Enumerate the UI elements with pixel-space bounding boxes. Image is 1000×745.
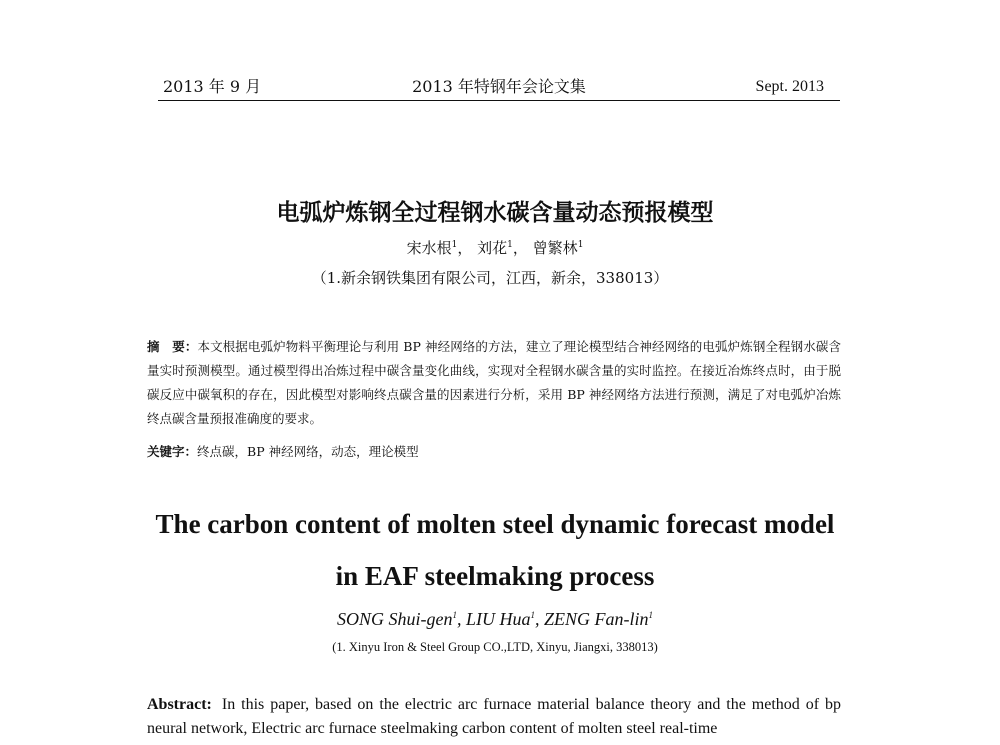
english-authors — [0, 609, 990, 630]
english-abstract-text: In this paper, based on the electric arc furnace material balance theory and the method of bp neural network, Electric arc furnace steelmaking carbon content of molten steel real-time — [147, 696, 841, 737]
author-name: 宋水根 — [406, 239, 452, 257]
running-header — [158, 76, 840, 101]
author-affil-mark: 1 — [452, 610, 457, 620]
english-title-line-1: The carbon content of molten steel dynamic forecast model — [155, 509, 835, 539]
author-affil-mark: 1 — [507, 240, 513, 250]
author-affil-mark: 1 — [530, 610, 535, 620]
author-name: LIU Hua — [465, 609, 531, 629]
author-separator: , — [456, 609, 466, 629]
author-separator: , — [535, 609, 544, 629]
chinese-abstract — [147, 335, 841, 431]
author-affil-mark: 1 — [451, 240, 458, 250]
header-proceedings-title: 2013 年特钢年会论文集 — [412, 77, 586, 96]
chinese-keywords-text: 终点碳，BP 神经网络，动态，理论模型 — [197, 444, 419, 459]
header-date-en: Sept. 2013 — [755, 78, 824, 95]
english-affiliation: (1. Xinyu Iron & Steel Group CO.,LTD, Xinyu, Jiangxi, 338013) — [332, 640, 658, 654]
author-separator: ， — [512, 239, 528, 257]
author-separator: ， — [457, 239, 473, 257]
chinese-keywords-label: 关键字： — [147, 444, 198, 459]
author-name: ZENG Fan-lin — [544, 609, 649, 629]
chinese-keywords — [147, 440, 841, 464]
chinese-abstract-text: 本文根据电弧炉物料平衡理论与利用 BP 神经网络的方法，建立了理论模型结合神经网络的电弧炉炼钢全程钢水碳含量实时预测模型。通过模型得出冶炼过程中碳含量变化曲线，实现对全程钢水碳含量的实时监控。在接近冶炼终点时，由于脱碳反应中碳氧积的存在，因此模型对影响终点碳含量的因素进行分析，采用 BP 神经网络方法进行预测，满足了对电弧炉冶炼终点碳含量预报准确度的要求。 — [147, 339, 841, 426]
chinese-authors — [0, 237, 990, 258]
english-abstract-label: Abstract: — [147, 696, 212, 713]
english-title-line-2: in EAF steelmaking process — [335, 561, 655, 591]
chinese-affiliation: （1.新余钢铁集团有限公司，江西，新余，338013） — [311, 269, 669, 287]
author-name: SONG Shui-gen — [336, 609, 453, 629]
author-name: 曾繁林 — [532, 239, 578, 257]
chinese-title: 电弧炉炼钢全过程钢水碳含量动态预报模型 — [276, 200, 714, 226]
author-name: 刘花 — [477, 239, 508, 257]
chinese-abstract-label: 摘 要： — [147, 339, 198, 354]
english-abstract — [147, 693, 841, 741]
author-affil-mark: 1 — [648, 610, 654, 620]
header-date-cn: 2013 年 9 月 — [163, 77, 262, 96]
author-affil-mark: 1 — [577, 240, 584, 250]
